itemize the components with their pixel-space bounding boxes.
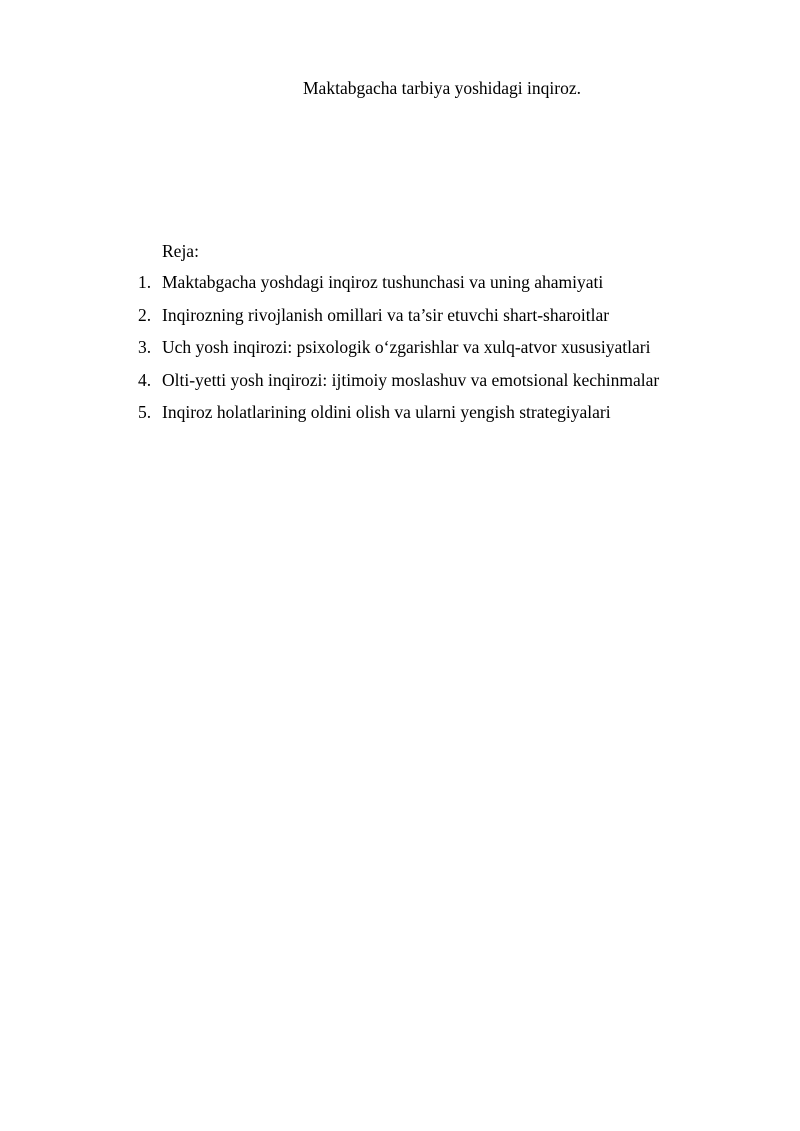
plan-item-text: Inqiroz holatlarining oldini olish va ularni yengish strategiyalari bbox=[162, 402, 611, 422]
plan-item-number: 1. bbox=[138, 272, 152, 292]
plan-item-number: 4. bbox=[138, 369, 152, 390]
plan-heading: Reja: bbox=[162, 241, 199, 261]
plan-item-text: Uch yosh inqirozi: psixologik o‘zgarishlar va xulq-atvor xususiyatlari bbox=[162, 337, 651, 357]
plan-item-text: Maktabgacha yoshdagi inqiroz tushunchasi va uning ahamiyati bbox=[162, 272, 604, 292]
plan-item-text: Olti-yetti yosh inqirozi: ijtimoiy moslashuv va emotsional kechinmalar bbox=[162, 369, 660, 390]
plan-item-number: 5. bbox=[138, 402, 152, 422]
plan-item-number: 3. bbox=[138, 337, 152, 357]
plan-item-text: Inqirozning rivojlanish omillari va ta’sir etuvchi shart-sharoitlar bbox=[162, 304, 610, 325]
document-title: Maktabgacha tarbiya yoshidagi inqiroz. bbox=[303, 78, 581, 98]
plan-item-number: 2. bbox=[138, 304, 152, 325]
